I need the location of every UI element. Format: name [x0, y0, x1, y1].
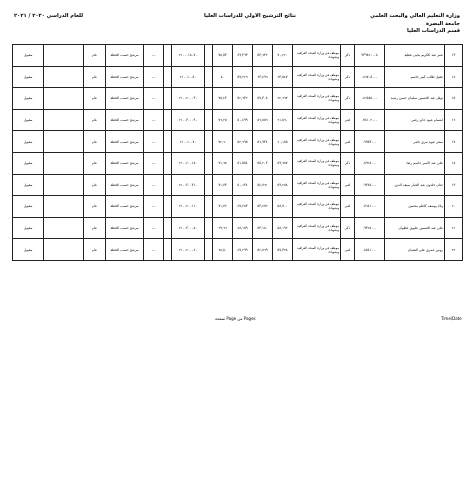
cell-channel: عام [84, 88, 106, 110]
cell-seq: ٢١ [445, 217, 463, 239]
ministry-name: وزارة التعليم العالي والبحث العلمي [370, 13, 460, 19]
cell-channel: عام [84, 131, 106, 153]
table-row [13, 239, 463, 261]
cell-empty [205, 196, 213, 218]
cell-name: سحر عبود تبري ناصر [385, 131, 445, 153]
cell-empty [44, 196, 84, 218]
cell-empty [164, 131, 172, 153]
cell-empty [44, 217, 84, 239]
cell-status: موظف في وزارة الصحة العراقية وبشهادة [293, 217, 341, 239]
cell-v4: ٧٥,٤٣ [213, 88, 233, 110]
cell-result: مقبول [13, 217, 44, 239]
time-date-label: Time\Date [441, 316, 462, 321]
cell-v1: ٦٢,٦٦٧ [273, 88, 293, 110]
cell-v3: ٥٢,٦٣٢ [233, 88, 253, 110]
cell-plan: مرشح حسب الخطة [106, 239, 144, 261]
cell-result: مقبول [13, 152, 44, 174]
cell-channel: عام [84, 217, 106, 239]
cell-v2: ٥٢,٨٦٩ [253, 239, 273, 261]
cell-v4: ٧١,٦٨ [213, 152, 233, 174]
cell-v4: ٧٨,٥٣ [213, 45, 233, 67]
cell-v4: ٧٦,٢٥ [213, 109, 233, 131]
cell-empty [205, 174, 213, 196]
cell-empty [44, 66, 84, 88]
cell-empty [164, 239, 172, 261]
cell-empty [44, 131, 84, 153]
cell-channel: عام [84, 239, 106, 261]
cell-v1: ٥٨,٧٠٠ [273, 196, 293, 218]
cell-name: ابتسام عبود جابر رضي [385, 109, 445, 131]
cell-v3: ٤٩,٣٦٣ [233, 45, 253, 67]
cell-v3: ٥٠,٤٩٩ [233, 109, 253, 131]
cell-name: نوفل عبد الحسين سلمان حسن رشيد [385, 88, 445, 110]
cell-v4: ٦٩,٦٦ [213, 217, 233, 239]
cell-v4: ٧٢,٦٠ [213, 131, 233, 153]
cell-v4: ٨٠ [213, 66, 233, 88]
cell-empty [205, 152, 213, 174]
cell-v2: ٥٣,١٨٠ [253, 217, 273, 239]
cell-status: موظف في وزارة الصحة العراقية وبشهادة [293, 239, 341, 261]
cell-seq: ١٩ [445, 174, 463, 196]
cell-v5: ٢١٠٠٠١٨٠٧٠ [172, 45, 205, 67]
cell-plan: مرشح حسب الخطة [106, 174, 144, 196]
cell-plan: مرشح حسب الخطة [106, 109, 144, 131]
cell-result: مقبول [13, 66, 44, 88]
cell-gender: انثى [341, 131, 355, 153]
cell-plan: مرشح حسب الخطة [106, 152, 144, 174]
cell-v3: ٤٨,١٥٩ [233, 217, 253, 239]
cell-v4: ٧١,٧٣ [213, 174, 233, 196]
cell-empty [44, 239, 84, 261]
cell-id: ٠٨٦٧٠٥٠٠٠ [355, 66, 385, 88]
cell-seq: ٢٢ [445, 239, 463, 261]
cell-channel: عام [84, 174, 106, 196]
cell-v5: ٢١٠٠٢٠٠١١٠ [172, 196, 205, 218]
cell-v3: ٤٧,٢٩٩ [233, 239, 253, 261]
cell-seq: ٢٠ [445, 196, 463, 218]
cell-v3: ٥١,٥٥٤ [233, 152, 253, 174]
cell-channel: عام [84, 196, 106, 218]
cell-name: علي عبد الامير جاسم رضا [385, 152, 445, 174]
table-row [13, 45, 463, 67]
cell-name: روس عمري علي النعمان [385, 239, 445, 261]
cell-gender: انثى [341, 196, 355, 218]
cell-plan: مرشح حسب الخطة [106, 196, 144, 218]
cell-v3: ٥٢,٦٩٥ [233, 131, 253, 153]
cell-empty [164, 196, 172, 218]
cell-name: عقيل طالب كبير جاسم [385, 66, 445, 88]
cell-status: موظف في وزارة الصحة العراقية وبشهادة [293, 45, 341, 67]
cell-v1: ٥٧,٣٢٨ [273, 239, 293, 261]
cell-v1: ٥٩,٦٨٧ [273, 152, 293, 174]
cell-v5: ٢١٠٠١٠٠٥٠ [172, 66, 205, 88]
cell-v2: ٥٦,٨٥٦ [253, 109, 273, 131]
cell-empty [44, 109, 84, 131]
cell-result: مقبول [13, 239, 44, 261]
cell-v5: ٢١٠٠٣٠٠٠٨٠ [172, 217, 205, 239]
cell-v1: ٧٠,٢٢٠ [273, 45, 293, 67]
table-row [13, 217, 463, 239]
cell-v5: ٢١٠٠٢٠٠٠٣٠ [172, 88, 205, 110]
table-row [13, 88, 463, 110]
cell-v3: ٥٧,٢٢٦ [233, 66, 253, 88]
cell-name: ولاء يوسف كاظم محسن [385, 196, 445, 218]
cell-v5: ٢١٠٠١٠٠٧٠ [172, 131, 205, 153]
cell-v1: ٦٣,٥٤٧ [273, 66, 293, 88]
cell-seq: ١٧ [445, 131, 463, 153]
cell-id: ٠٧٤١٠٢٠٠٠ [355, 109, 385, 131]
cell-empty [164, 109, 172, 131]
table-row [13, 196, 463, 218]
cell-dash: --- [144, 239, 164, 261]
results-table [12, 44, 463, 261]
cell-seq: ١٨ [445, 152, 463, 174]
cell-dash: --- [144, 196, 164, 218]
cell-name: جنان خلدون عبد الجبار سيف الدين [385, 174, 445, 196]
cell-result: مقبول [13, 88, 44, 110]
cell-status: موظف في وزارة الصحة العراقية وبشهادة [293, 152, 341, 174]
cell-result: مقبول [13, 45, 44, 67]
cell-id: ٠٨٥٤١٠٠٠ [355, 239, 385, 261]
table-row [13, 109, 463, 131]
cell-v1: ٦١,٥٦٠ [273, 109, 293, 131]
cell-v1: ٥٩,٢٨٨ [273, 174, 293, 196]
cell-id: ٠٨٦٥٤٥٠٠٠ [355, 88, 385, 110]
cell-plan: مرشح حسب الخطة [106, 131, 144, 153]
cell-empty [205, 217, 213, 239]
table-row [13, 174, 463, 196]
cell-status: موظف في وزارة الصحة العراقية وبشهادة [293, 131, 341, 153]
cell-result: مقبول [13, 109, 44, 131]
cell-empty [44, 45, 84, 67]
cell-status: موظف في وزارة الصحة العراقية وبشهادة [293, 174, 341, 196]
cell-dash: --- [144, 131, 164, 153]
cell-gender: ذكر [341, 217, 355, 239]
cell-empty [205, 239, 213, 261]
university-name: جامعة البصرة [425, 20, 460, 27]
cell-empty [44, 174, 84, 196]
cell-status: موظف في وزارة الصحة العراقية وبشهادة [293, 88, 341, 110]
cell-id: ٠٨٩٦٤٠٠٠ [355, 152, 385, 174]
cell-plan: مرشح حسب الخطة [106, 45, 144, 67]
cell-dash: --- [144, 109, 164, 131]
cell-empty [205, 88, 213, 110]
cell-empty [205, 131, 213, 153]
cell-status: موظف في وزارة الصحة العراقية وبشهادة [293, 196, 341, 218]
cell-empty [44, 152, 84, 174]
cell-gender: ذكر [341, 152, 355, 174]
cell-empty [164, 66, 172, 88]
cell-v5: ٢١٠٠٢٠٠٠٤٠ [172, 239, 205, 261]
cell-status: موظف في وزارة الصحة العراقية وبشهادة [293, 109, 341, 131]
cell-id: ٠٧٦٤١٠٠٠ [355, 196, 385, 218]
cell-dash: --- [144, 45, 164, 67]
cell-v2: ٥٦,٩٣٤ [253, 131, 273, 153]
department-name: قسم الدراسات العليا [407, 28, 460, 34]
cell-status: موظف في وزارة الصحة العراقية وبشهادة [293, 66, 341, 88]
cell-empty [44, 88, 84, 110]
cell-dash: --- [144, 152, 164, 174]
table-row [13, 66, 463, 88]
cell-channel: عام [84, 152, 106, 174]
cell-result: مقبول [13, 174, 44, 196]
cell-dash: --- [144, 217, 164, 239]
cell-dash: --- [144, 66, 164, 88]
cell-gender: انثى [341, 239, 355, 261]
academic-year: للعام الدراسي ٢٠٢٠ / ٢٠٢١ [14, 13, 84, 19]
cell-seq: ١٣ [445, 45, 463, 67]
page-number-label: صفحة Page من Pages [215, 316, 256, 321]
cell-v2: ٥٥,٢٠٣ [253, 152, 273, 174]
cell-name: عمر عبد الكريم يحيى عطية [385, 45, 445, 67]
cell-v4: ٧١,٧٢ [213, 196, 233, 218]
cell-empty [205, 45, 213, 67]
cell-empty [164, 88, 172, 110]
cell-plan: مرشح حسب الخطة [106, 217, 144, 239]
cell-gender: انثى [341, 109, 355, 131]
table-row [13, 152, 463, 174]
cell-v1: ٥٨,١٩٢ [273, 217, 293, 239]
institution-block [370, 13, 460, 36]
cell-gender: انثى [341, 174, 355, 196]
cell-v5: ٢١٠٠٢٠٠١٨٠ [172, 152, 205, 174]
cell-id: ٠٩٩٥٣٠٠٠ [355, 131, 385, 153]
cell-plan: مرشح حسب الخطة [106, 88, 144, 110]
cell-v5: ٢١٠٠٣٠٠٠٩٠ [172, 109, 205, 131]
cell-gender: ذكر [341, 88, 355, 110]
cell-v3: ٥٠,١٣٤ [233, 174, 253, 196]
cell-v1: ٦٠,١٥٥ [273, 131, 293, 153]
cell-channel: عام [84, 109, 106, 131]
cell-v5: ٢١٠٠٣٠٠٣١٠ [172, 174, 205, 196]
cell-result: مقبول [13, 196, 44, 218]
cell-name: علي عبد الحسين عليوي عطوان [385, 217, 445, 239]
cell-empty [164, 45, 172, 67]
cell-empty [164, 152, 172, 174]
cell-plan: مرشح حسب الخطة [106, 66, 144, 88]
cell-result: مقبول [13, 131, 44, 153]
cell-dash: --- [144, 88, 164, 110]
cell-v2: ٥٤,٧٦١ [253, 174, 273, 196]
cell-id: ٩٣٩٨٢٠٠٠٨ [355, 45, 385, 67]
cell-dash: --- [144, 174, 164, 196]
cell-empty [164, 217, 172, 239]
cell-empty [205, 109, 213, 131]
cell-v2: ٦٣,٤٩٦ [253, 66, 273, 88]
cell-channel: عام [84, 66, 106, 88]
cell-id: ٠٩٣٢٨٠٠٠ [355, 217, 385, 239]
document-title: نتائج الترشيح الاولي للدراسات العليا [204, 13, 296, 19]
cell-v4: ٦٨,٥٠ [213, 239, 233, 261]
cell-gender: ذكر [341, 66, 355, 88]
cell-gender: ذكر [341, 45, 355, 67]
table-row [13, 131, 463, 153]
cell-seq: ١٥ [445, 88, 463, 110]
cell-v2: ٥٧,٣٠٨ [253, 88, 273, 110]
cell-id: ٠٩٣٤٥٠٠٠ [355, 174, 385, 196]
cell-v3: ٤٧,٢٨٣ [233, 196, 253, 218]
cell-channel: عام [84, 45, 106, 67]
cell-v2: ٥٣,٤٧٢ [253, 196, 273, 218]
cell-v2: ٥٣,٦٣٢ [253, 45, 273, 67]
cell-empty [164, 174, 172, 196]
cell-seq: ١٦ [445, 109, 463, 131]
cell-seq: ١٤ [445, 66, 463, 88]
cell-empty [205, 66, 213, 88]
